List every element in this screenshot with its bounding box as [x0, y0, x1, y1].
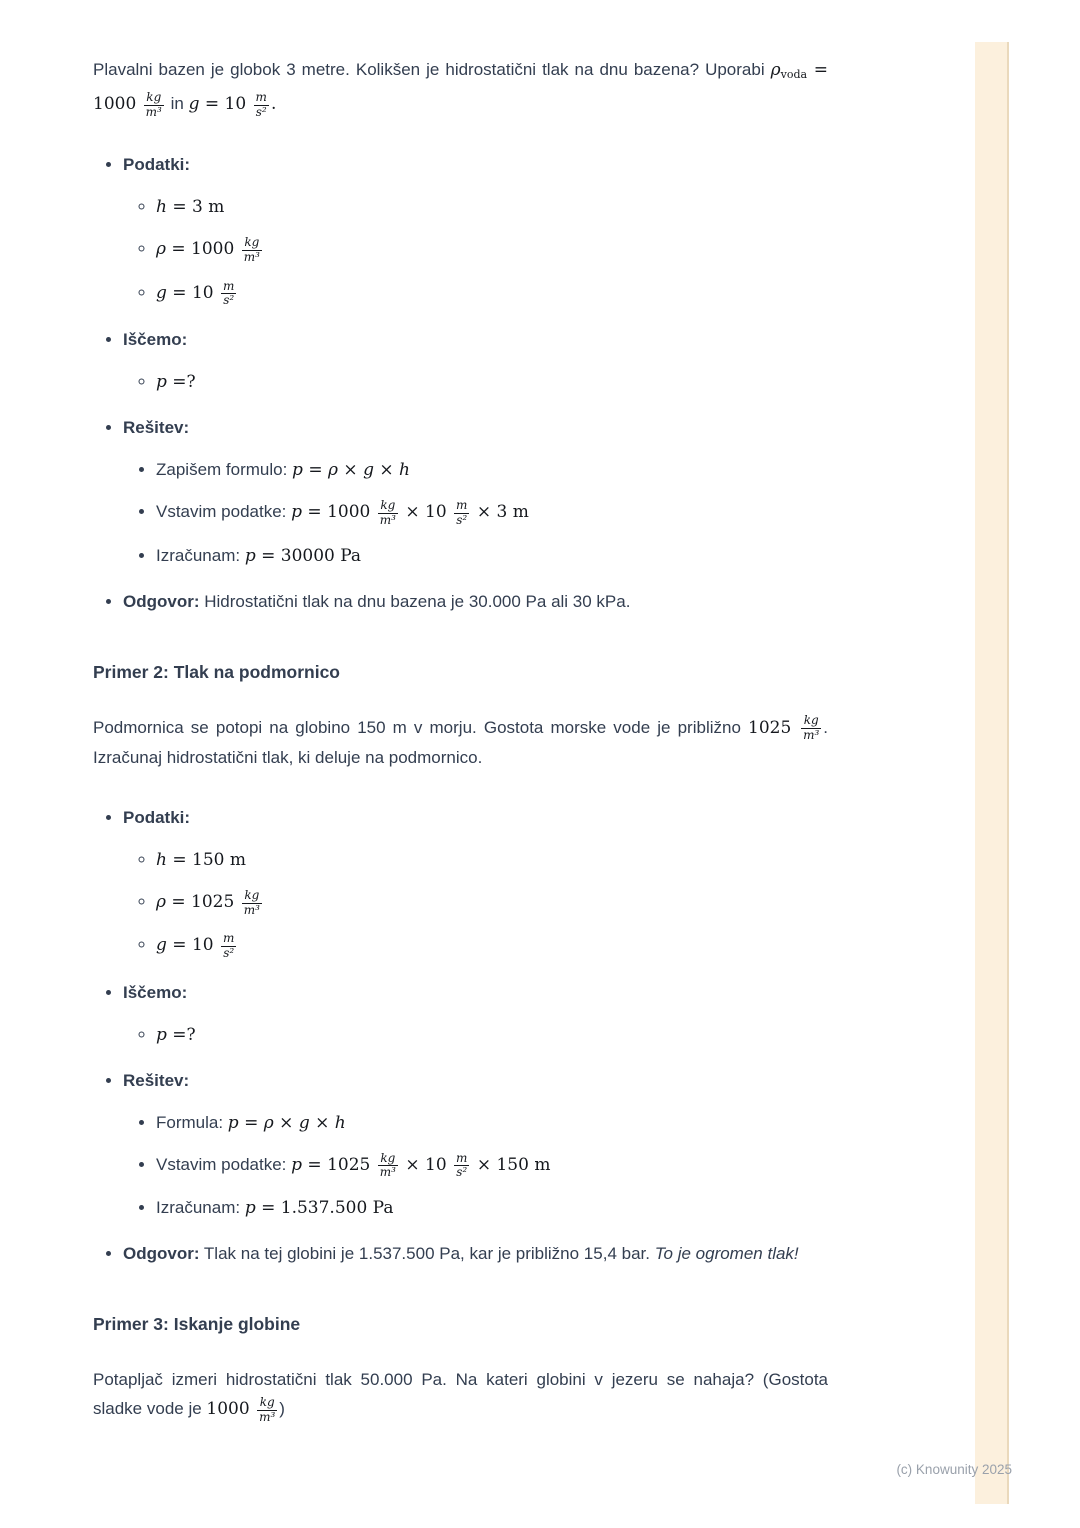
text-run: ρ	[770, 60, 781, 80]
list	[123, 1109, 828, 1222]
list-item	[156, 888, 828, 917]
list	[123, 193, 828, 308]
text-run: h	[399, 460, 410, 481]
list-item	[123, 1240, 828, 1268]
text-run: To je ogromen tlak!	[654, 1244, 799, 1264]
list-item	[156, 1194, 828, 1222]
text-run: )	[279, 1399, 285, 1419]
text-run: Izračunam:	[156, 1198, 245, 1218]
paragraph	[93, 55, 828, 119]
list	[123, 456, 828, 569]
text-run: Izračunam:	[156, 545, 245, 565]
text-run: ×	[338, 460, 364, 481]
section-heading	[93, 662, 828, 683]
text-run: = 1025	[302, 1154, 376, 1175]
list-item	[156, 498, 828, 527]
text-run: g	[156, 935, 167, 956]
text-run: Primer 2: Tlak na podmornico	[93, 661, 340, 682]
text-run: ρ	[156, 891, 166, 912]
text-run: p	[156, 372, 167, 393]
text-run: =	[238, 1112, 264, 1133]
fraction: $\frac{kg}{\text{m³}}$	[259, 1394, 276, 1424]
text-run: Vstavim podatke:	[156, 502, 292, 522]
text-run: Iščemo:	[123, 982, 188, 1002]
list-item	[123, 414, 828, 569]
text-run: = 1025	[166, 891, 240, 912]
list-item	[123, 1067, 828, 1222]
section-heading	[93, 1314, 828, 1335]
paragraph	[93, 713, 828, 772]
text-run: Odgovor:	[123, 591, 200, 611]
text-run: Zapišem formulo:	[156, 460, 293, 480]
text-run: g	[188, 94, 200, 114]
list-item	[156, 931, 828, 960]
text-run: Rešitev:	[123, 418, 190, 438]
fraction: $\frac{kg}{\text{m³}}$	[379, 497, 396, 527]
text-run: ×	[373, 460, 400, 481]
list-item	[156, 1021, 828, 1049]
text-run: Potapljač izmeri hidrostatični tlak 50.000 Pa. Na kateri globini v jezeru se nahaja? (Gostota sladke vode je	[93, 1370, 828, 1419]
text-run: p	[156, 1024, 167, 1045]
text-run: 1000	[206, 1399, 256, 1420]
text-run: = 1000	[302, 502, 376, 523]
text-run: Hidrostatični tlak na dnu bazena je 30.000 Pa ali 30 kPa.	[199, 591, 631, 611]
text-run: p	[291, 502, 303, 523]
text-run: = 10	[199, 94, 252, 114]
text-run: ×	[309, 1112, 335, 1133]
paragraph	[93, 1365, 828, 1424]
text-run: 1025	[748, 717, 800, 738]
page-edge-stripe	[975, 42, 1009, 1504]
list-item	[156, 368, 828, 396]
text-run: h	[156, 197, 167, 218]
text-run: = 3 m	[166, 197, 225, 218]
text-run: Podatki:	[123, 807, 191, 827]
text-run: × 3 m	[471, 502, 529, 523]
list	[93, 804, 828, 1268]
text-run: =	[302, 460, 328, 481]
fraction: $\frac{kg}{\text{m³}}$	[243, 887, 260, 917]
text-run: ×	[273, 1112, 299, 1133]
fraction: $\frac{kg}{\text{m³}}$	[803, 713, 820, 743]
list-item	[156, 279, 828, 308]
text-run: .	[270, 94, 277, 114]
text-run: =?	[166, 372, 196, 393]
list-item	[123, 588, 828, 616]
text-run: ρ	[156, 239, 166, 260]
text-run: g	[298, 1112, 310, 1133]
fraction: $\frac{m}{\text{s²}}$	[456, 497, 468, 527]
list-item	[123, 326, 828, 396]
text-run: voda	[780, 68, 808, 81]
list	[123, 368, 828, 396]
text-run: × 150 m	[471, 1154, 551, 1175]
text-run: Tlak na tej globini je 1.537.500 Pa, kar je približno 15,4 bar.	[199, 1244, 655, 1264]
text-run: h	[156, 849, 167, 870]
text-run: × 10	[399, 502, 453, 523]
text-run: in	[165, 94, 189, 113]
fraction: $\frac{m}{\text{s²}}$	[456, 1150, 468, 1180]
fraction: $\frac{kg}{\text{m³}}$	[379, 1150, 396, 1180]
text-run: p	[292, 460, 303, 481]
text-run: p	[291, 1154, 303, 1175]
fraction: $\frac{kg}{\text{m³}}$	[243, 235, 260, 264]
list-item	[156, 1109, 828, 1137]
text-run: ρ	[263, 1112, 274, 1133]
list-item	[156, 193, 828, 221]
text-run: = 30000 Pa	[255, 545, 362, 566]
text-run: Vstavim podatke:	[156, 1154, 292, 1174]
list-item	[156, 1151, 828, 1180]
text-run: Formula:	[156, 1112, 228, 1132]
list-item	[156, 235, 828, 264]
text-run: = 1000	[93, 60, 828, 114]
list	[93, 151, 828, 615]
document-body	[93, 55, 828, 1457]
fraction: $\frac{m}{\text{s²}}$	[222, 931, 235, 960]
text-run: . Izračunaj hidrostatični tlak, ki deluje na podmornico.	[93, 717, 828, 767]
list-item	[123, 979, 828, 1049]
text-run: Iščemo:	[123, 330, 188, 350]
list-item	[156, 456, 828, 484]
text-run: =?	[166, 1024, 196, 1045]
text-run: g	[363, 460, 374, 481]
text-run: Podatki:	[123, 155, 191, 175]
text-run: Odgovor:	[123, 1244, 200, 1264]
list	[123, 846, 828, 961]
fraction: $\frac{m}{\text{s²}}$	[255, 89, 267, 119]
text-run: Podmornica se potopi na globino 150 m v morju. Gostota morske vode je približno	[93, 717, 749, 737]
list-item	[156, 846, 828, 874]
fraction: $\frac{m}{\text{s²}}$	[222, 278, 235, 308]
text-run: p	[244, 545, 256, 566]
text-run: = 1.537.500 Pa	[255, 1198, 394, 1219]
footer-credit: (c) Knowunity 2025	[896, 1462, 1012, 1477]
text-run: × 10	[399, 1154, 453, 1175]
text-run: = 10	[166, 935, 219, 956]
text-run: = 10	[166, 282, 219, 303]
text-run: p	[244, 1198, 256, 1219]
text-run: ρ	[328, 460, 338, 481]
fraction: $\frac{kg}{\text{m³}}$	[145, 89, 162, 119]
list	[123, 1021, 828, 1049]
list-item	[123, 151, 828, 308]
text-run: Primer 3: Iskanje globine	[93, 1314, 301, 1335]
text-run: Plavalni bazen je globok 3 metre. Kolikšen je hidrostatični tlak na dnu bazena? Uporabi	[93, 60, 771, 79]
text-run: = 150 m	[166, 849, 246, 870]
list-item	[156, 542, 828, 570]
text-run: Rešitev:	[123, 1070, 190, 1090]
list-item	[123, 804, 828, 961]
text-run: g	[156, 282, 167, 303]
text-run: h	[334, 1112, 346, 1133]
text-run: p	[227, 1112, 239, 1133]
text-run: = 1000	[166, 239, 240, 260]
